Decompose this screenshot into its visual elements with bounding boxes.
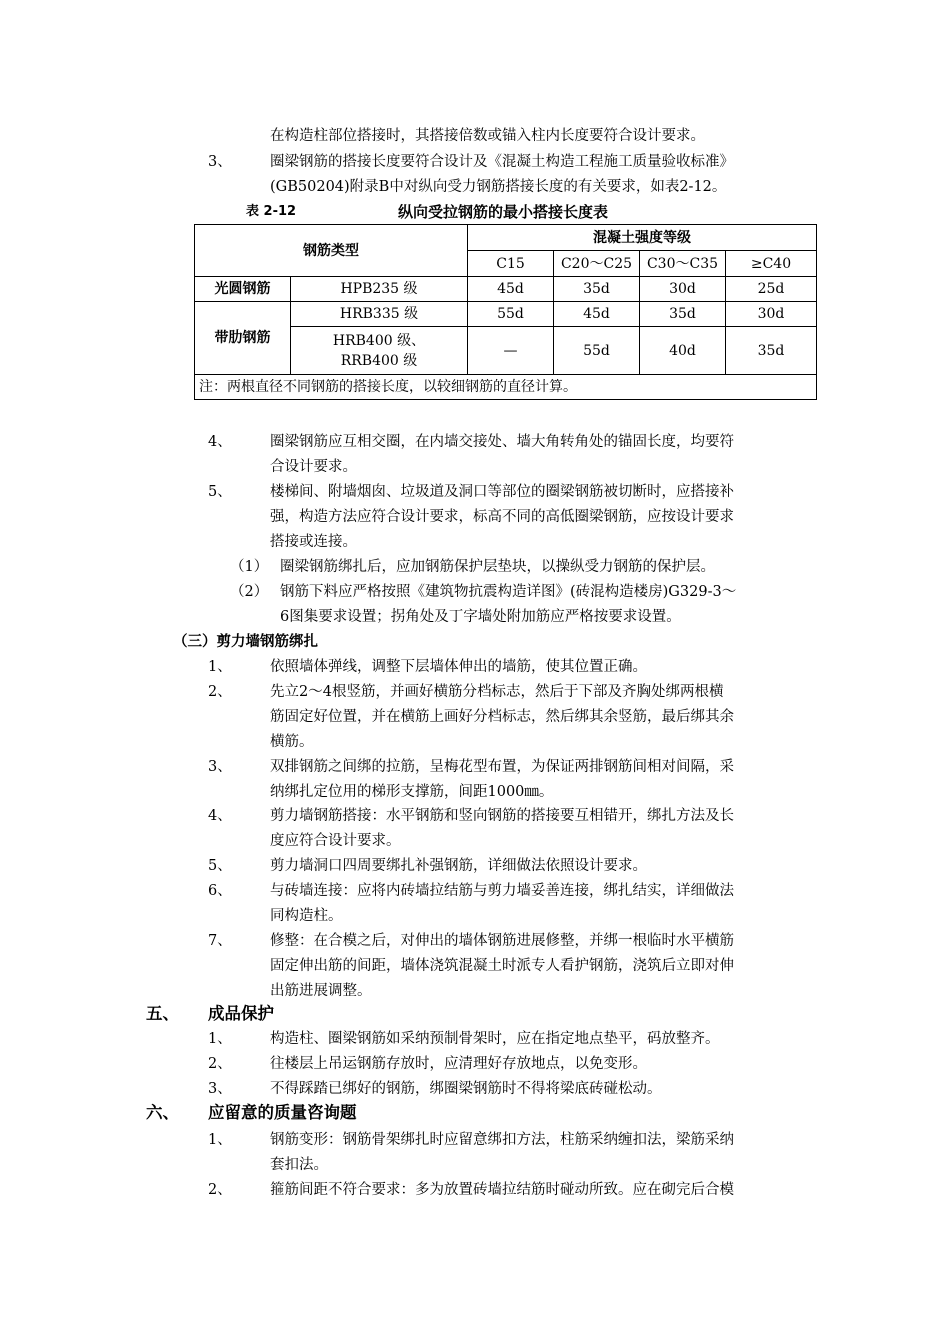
- paragraph-line: 固定伸出筋的间距，墙体浇筑混凝土时派专人看护钢筋，浇筑后立即对伸: [270, 958, 734, 974]
- paragraph-line: 箍筋间距不符合要求：多为放置砖墙拉结筋时碰动所致。应在砌完后合模: [270, 1182, 734, 1198]
- paragraph-line: 依照墙体弹线，调整下层墙体伸出的墙筋，使其位置正确。: [270, 659, 647, 675]
- table-row-type: HRB335 级: [291, 302, 468, 327]
- paragraph-line: 圈梁钢筋绑扎后，应加钢筋保护层垫块，以操纵受力钢筋的保护层。: [280, 559, 715, 575]
- paragraph-line: 楼梯间、附墙烟囱、垃圾道及洞口等部位的圈梁钢筋被切断时，应搭接补: [270, 484, 734, 500]
- paragraph-line: 搭接或连接。: [270, 534, 357, 550]
- table-cell: 40d: [640, 327, 726, 375]
- paragraph-line: 不得踩踏已绑好的钢筋，绑圈梁钢筋时不得将梁底砖碰松动。: [270, 1081, 662, 1097]
- table-row-type: HPB235 级: [291, 277, 468, 302]
- paragraph-line: 修整：在合模之后，对伸出的墙体钢筋进展修整，并绑一根临时水平横筋: [270, 933, 734, 949]
- table-caption-title: 纵向受拉钢筋的最小搭接长度表: [398, 203, 609, 221]
- section-heading: （三）剪力墙钢筋绑扎: [173, 634, 318, 650]
- table-cell: 55d: [468, 302, 554, 327]
- paragraph-line: 圈梁钢筋的搭接长度要符合设计及《混凝土构造工程施工质量验收标准》: [270, 154, 734, 170]
- item-number: 7、: [208, 933, 232, 949]
- item-number: 3、: [208, 759, 232, 775]
- table-cell: 25d: [726, 277, 817, 302]
- paragraph-line: 度应符合设计要求。: [270, 833, 401, 849]
- table-cell: —: [468, 327, 554, 375]
- paragraph-line: 同构造柱。: [270, 908, 343, 924]
- paragraph-line: 筋固定好位置，并在横筋上画好分档标志，然后绑其余竖筋，最后绑其余: [270, 709, 734, 725]
- item-number: （2）: [230, 584, 269, 600]
- item-number: 2、: [208, 1182, 232, 1198]
- table-cell: 35d: [726, 327, 817, 375]
- table-group-ribbed: 带肋钢筋: [195, 302, 291, 375]
- section-number: 六、: [146, 1103, 179, 1122]
- paragraph-line: 6图集要求设置；拐角处及丁字墙处附加筋应严格按要求设置。: [280, 609, 681, 625]
- table-cell: 45d: [554, 302, 640, 327]
- paragraph-line: 往楼层上吊运钢筋存放时，应清理好存放地点，以免变形。: [270, 1056, 647, 1072]
- item-number: 4、: [208, 434, 232, 450]
- table-cell: 45d: [468, 277, 554, 302]
- section-number: 五、: [146, 1004, 179, 1023]
- paragraph-line: 与砖墙连接：应将内砖墙拉结筋与剪力墙妥善连接，绑扎结实，详细做法: [270, 883, 734, 899]
- table-cell: 35d: [640, 302, 726, 327]
- paragraph-line: 强，构造方法应符合设计要求，标高不同的高低圈梁钢筋，应按设计要求: [270, 509, 734, 525]
- item-number: 3、: [208, 1081, 232, 1097]
- paragraph-line: 剪力墙洞口四周要绑扎补强钢筋，详细做法依照设计要求。: [270, 858, 647, 874]
- paragraph-line: 剪力墙钢筋搭接：水平钢筋和竖向钢筋的搭接要互相错开，绑扎方法及长: [270, 808, 734, 824]
- paragraph-line: 出筋进展调整。: [270, 983, 372, 999]
- table-row-type: HRB400 级、RRB400 级: [291, 327, 468, 375]
- item-number: 1、: [208, 1031, 232, 1047]
- item-number: 1、: [208, 1132, 232, 1148]
- table-group-plain: 光圆钢筋: [195, 277, 291, 302]
- paragraph-line: 圈梁钢筋应互相交圈，在内墙交接处、墙大角转角处的锚固长度，均要符: [270, 434, 734, 450]
- item-number: 5、: [208, 858, 232, 874]
- paragraph-line: 纳绑扎定位用的梯形支撑筋，间距1000㎜。: [270, 784, 554, 800]
- table-grade-cell: C20～C25: [554, 251, 640, 277]
- paragraph-line: 钢筋变形：钢筋骨架绑扎时应留意绑扣方法，柱筋采纳缠扣法，梁筋采纳: [270, 1132, 734, 1148]
- table-grade-cell: ≥C40: [726, 251, 817, 277]
- paragraph-line: (GB50204)附录B中对纵向受力钢筋搭接长度的有关要求，如表2-12。: [270, 179, 727, 195]
- item-number: 2、: [208, 684, 232, 700]
- table-grade-cell: C15: [468, 251, 554, 277]
- table-caption-number: 表 2-12: [246, 204, 297, 219]
- paragraph-line: 合设计要求。: [270, 459, 357, 475]
- item-number: 2、: [208, 1056, 232, 1072]
- item-number: 1、: [208, 659, 232, 675]
- table-cell: 55d: [554, 327, 640, 375]
- table-note: 注：两根直径不同钢筋的搭接长度，以较细钢筋的直径计算。: [195, 375, 817, 400]
- table-cell: 35d: [554, 277, 640, 302]
- item-number: 5、: [208, 484, 232, 500]
- paragraph-line: 横筋。: [270, 734, 314, 750]
- paragraph-line: 双排钢筋之间绑的拉筋，呈梅花型布置，为保证两排钢筋间相对间隔，采: [270, 759, 734, 775]
- item-number: 3、: [208, 154, 232, 170]
- table-cell: 30d: [640, 277, 726, 302]
- table-grade-cell: C30～C35: [640, 251, 726, 277]
- table-header-type: 钢筋类型: [195, 225, 468, 277]
- paragraph-line: 套扣法。: [270, 1157, 328, 1173]
- paragraph-line: 构造柱、圈梁钢筋如采纳预制骨架时，应在指定地点垫平，码放整齐。: [270, 1031, 720, 1047]
- section-heading: 成品保护: [208, 1004, 274, 1023]
- table-header-grade: 混凝土强度等级: [468, 225, 817, 251]
- paragraph-line: 先立2～4根竖筋，并画好横筋分档标志，然后于下部及齐胸处绑两根横: [270, 684, 724, 700]
- paragraph-line: 钢筋下料应严格按照《建筑物抗震构造详图》(砖混构造楼房)G329-3～: [280, 584, 737, 600]
- item-number: 4、: [208, 808, 232, 824]
- item-number: （1）: [230, 559, 269, 575]
- table-cell: 30d: [726, 302, 817, 327]
- paragraph-line: 在构造柱部位搭接时，其搭接倍数或锚入柱内长度要符合设计要求。: [270, 128, 705, 144]
- item-number: 6、: [208, 883, 232, 899]
- lap-length-table: [194, 224, 817, 400]
- section-heading: 应留意的质量咨询题: [208, 1103, 357, 1122]
